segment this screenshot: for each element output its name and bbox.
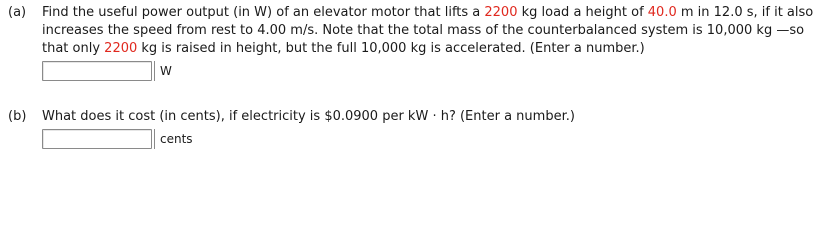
raised-mass-value: 2200 (104, 41, 138, 56)
part-b-body (42, 108, 818, 149)
part-a-text-1: Find the useful power output (in W) of an elevator motor that lifts a (42, 5, 485, 20)
part-a-text-2: kg load a height of (517, 5, 648, 20)
power-answer-input[interactable] (42, 61, 152, 81)
cost-unit-label: cents (154, 129, 193, 149)
load-mass-value: 2200 (484, 5, 518, 20)
part-a-text-4: kg is raised in height, but the full 10,000 kg is accelerated. (Enter a number.) (137, 41, 645, 56)
question-part-b (8, 108, 818, 149)
part-a-text-3: m in 12.0 s, if it also increases the speed from rest to 4.00 m/s. Note that the total mass of the counterbalanced system is 10,000 kg —so that only (42, 5, 814, 56)
question-part-a (8, 4, 818, 81)
cost-answer-input[interactable] (42, 129, 152, 149)
lift-height-value: 40.0 (647, 5, 677, 20)
part-b-answer-row (42, 129, 818, 149)
part-a-question-text (42, 4, 818, 58)
power-unit-label: W (154, 61, 172, 81)
part-b-question-text: What does it cost (in cents), if electricity is $0.0900 per kW · h? (Enter a number.) (42, 109, 575, 124)
part-a-label: (a) (8, 5, 27, 20)
part-b-label: (b) (8, 109, 27, 124)
part-a-answer-row (42, 61, 818, 81)
part-a-body (42, 4, 818, 81)
